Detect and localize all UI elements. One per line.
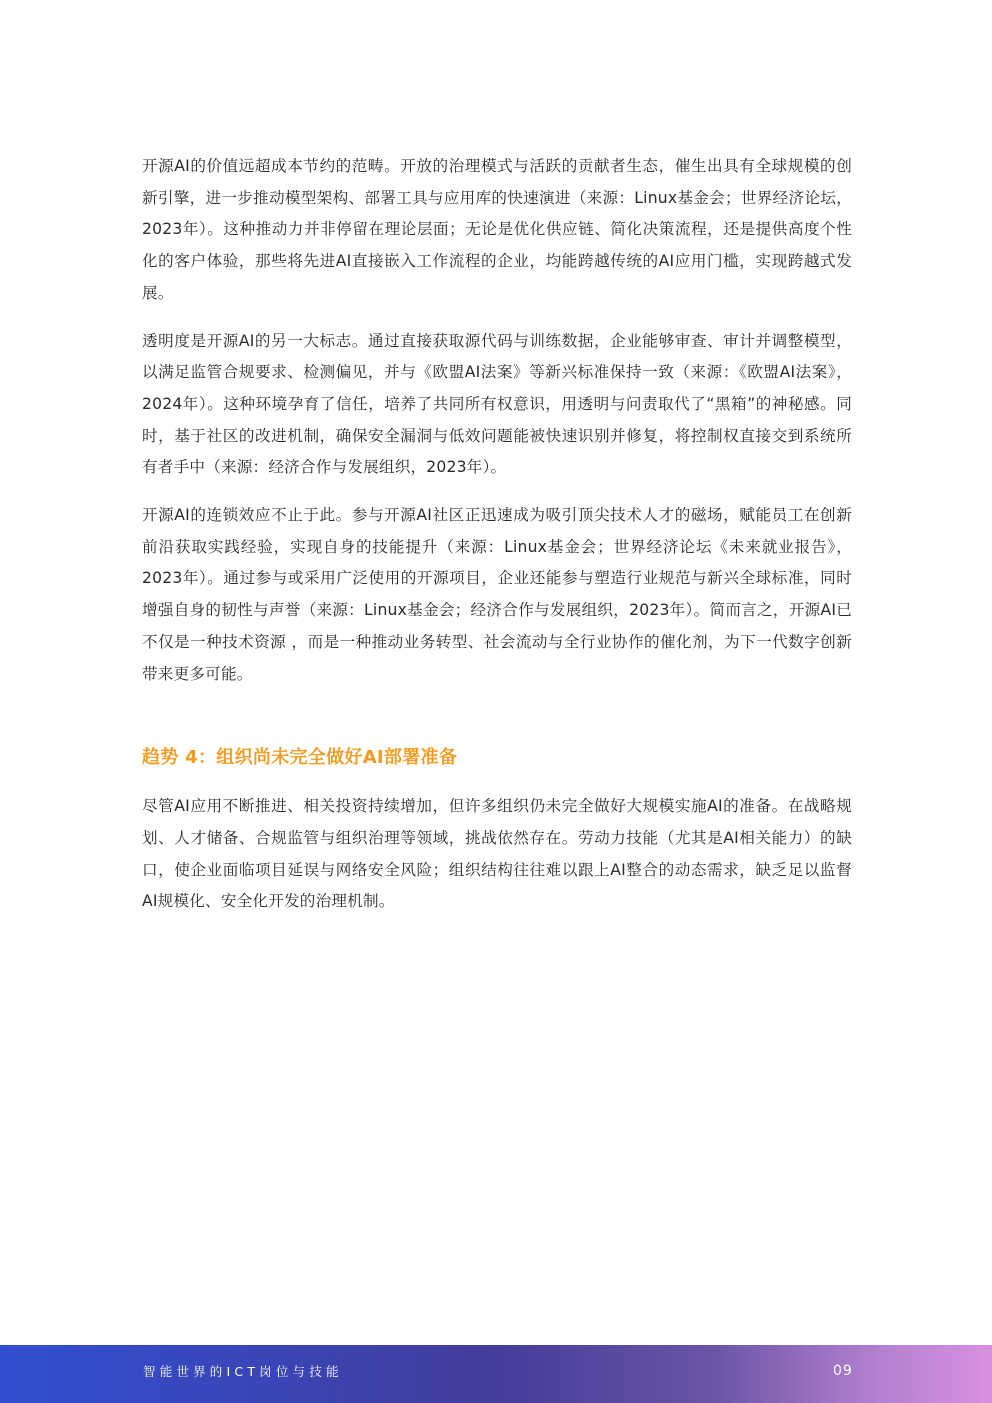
page-footer (0, 1345, 992, 1403)
section-paragraph: 尽管AI应用不断推进、相关投资持续增加，但许多组织仍未完全做好大规模实施AI的准备。在战略规划、人才储备、合规监管与组织治理等领域，挑战依然存在。劳动力技能（尤其是AI相关能力）的缺口，使企业面临项目延误与网络安全风险；组织结构往往难以跟上AI整合的动态需求，缺乏足以监督AI规模化、安全化开发的治理机制。 (142, 797, 852, 911)
footer-document-title: 智能世界的ICT岗位与技能 (143, 1364, 343, 1379)
body-paragraph-3: 开源AI的连锁效应不止于此。参与开源AI社区正迅速成为吸引顶尖技术人才的磁场，赋能员工在创新前沿获取实践经验，实现自身的技能提升（来源：Linux基金会；世界经济论坛《未来就业报告》，2023年）。通过参与或采用广泛使用的开源项目，企业还能参与塑造行业规范与新兴全球标准，同时增强自身的韧性与声誉（来源：Linux基金会；经济合作与发展组织，2023年）。简而言之，开源AI已不仅是一种技术资源 ，而是一种推动业务转型、社会流动与全行业协作的催化剂，为下一代数字创新带来更多可能。 (142, 506, 852, 683)
body-paragraph-1: 开源AI的价值远超成本节约的范畴。开放的治理模式与活跃的贡献者生态，催生出具有全球规模的创新引擎，进一步推动模型架构、部署工具与应用库的快速演进（来源：Linux基金会；世界经济论坛，2023年）。这种推动力并非停留在理论层面；无论是优化供应链、简化决策流程，还是提供高度个性化的客户体验，那些将先进AI直接嵌入工作流程的企业，均能跨越传统的AI应用门槛，实现跨越式发展。 (142, 157, 852, 302)
page-content (142, 151, 852, 934)
page-number: 09 (833, 1363, 853, 1379)
body-paragraph-2: 透明度是开源AI的另一大标志。通过直接获取源代码与训练数据，企业能够审查、审计并调整模型，以满足监管合规要求、检测偏见，并与《欧盟AI法案》等新兴标准保持一致（来源：《欧盟AI法案》，2024年）。这种环境孕育了信任，培养了共同所有权意识，用透明与问责取代了“黑箱”的神秘感。同时，基于社区的改进机制，确保安全漏洞与低效问题能被快速识别并修复，将控制权直接交到系统所有者手中（来源：经济合作与发展组织，2023年）。 (142, 331, 852, 477)
section-heading-trend-4: 趋势 4：组织尚未完全做好AI部署准备 (142, 747, 458, 769)
